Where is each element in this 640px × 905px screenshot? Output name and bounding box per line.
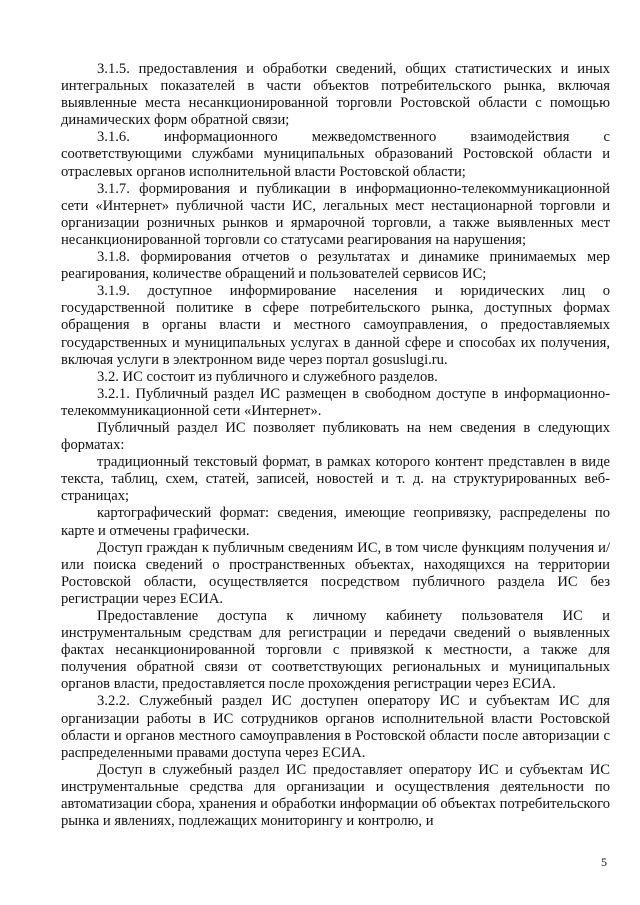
page-number: 5 — [601, 855, 607, 869]
paragraph-3-2-1: 3.2.1. Публичный раздел ИС размещен в свободном доступе в информационно-телекоммуникационной сети «Интернет». — [61, 385, 610, 419]
paragraph-3-2: 3.2. ИС состоит из публичного и служебного разделов. — [97, 368, 438, 385]
paragraph-3-1-5: 3.1.5. предоставления и обработки сведений, общих статистических и иных интегральных показателей в части объектов потребительского рынка, включая выявленные места несанкционированной торговли Ростовской области с помощью динамических форм обратной связи; — [61, 61, 610, 129]
paragraph-service-access: Доступ в служебный раздел ИС предоставляет оператору ИС и субъектам ИС инструментальные средства для организации и осуществления деятельности по автоматизации сбора, хранения и обработки информации об объектах потребительского рынка и явлениях, подлежащих мониторингу и контролю, и — [61, 761, 610, 830]
paragraph-map-format: картографический формат: сведения, имеющие геопривязку, распределены по карте и отмечены графически. — [61, 505, 610, 539]
paragraph-text-format: традиционный текстовый формат, в рамках которого контент представлен в виде текста, таблиц, схем, статей, записей, новостей и т. д. на структурированных веб-страницах; — [61, 454, 610, 505]
paragraph-3-1-9: 3.1.9. доступное информирование населения и юридических лиц о государственной политике в сфере потребительского рынка, доступных формах обращения в органы власти и местного самоуправления, о предоставляемых государственных и муниципальных услугах в данной сфере и способах их получения, включая услуги в электронном виде через портал gosuslugi.ru. — [61, 283, 610, 368]
document-body — [61, 61, 610, 830]
paragraph-3-2-2: 3.2.2. Служебный раздел ИС доступен оператору ИС и субъектам ИС для организации работы в ИС сотрудников органов исполнительной власти Ростовской области и органов местного самоуправления в Ростовской области после авторизации с распределенными правами доступа через ЕСИА. — [61, 693, 610, 761]
paragraph-cabinet-access: Предоставление доступа к личному кабинету пользователя ИС и инструментальным средствам для регистрации и передачи сведений о выявленных фактах несанкционированной торговли с привязкой к местности, а также для получения обратной связи от соответствующих региональных и муниципальных органов власти, предоставляется после прохождения регистрации через ЕСИА. — [61, 608, 610, 693]
paragraph-3-1-6: 3.1.6. информационного межведомственного взаимодействия с соответствующими службами муниципальных образований Ростовской области и отраслевых органов исполнительной власти Ростовской области; — [61, 129, 610, 180]
paragraph-public-formats: Публичный раздел ИС позволяет публиковать на нем сведения в следующих форматах: — [61, 419, 610, 454]
paragraph-3-1-7: 3.1.7. формирования и публикации в информационно-телекоммуникационной сети «Интернет» публичной части ИС, легальных мест нестационарной торговли и организации розничных рынков и ярмарочной торговли, а также выявленных мест несанкционированной торговли со статусами реагирования на нарушения; — [61, 180, 610, 248]
paragraph-public-access: Доступ граждан к публичным сведениям ИС, в том числе функциям получения и/или поиска сведений о пространственных объектах, находящихся на территории Ростовской области, осуществляется посредством публичного раздела ИС без регистрации через ЕСИА. — [61, 539, 610, 607]
paragraph-3-1-8: 3.1.8. формирования отчетов о результатах и динамике принимаемых мер реагирования, количестве обращений и пользователей сервисов ИС; — [61, 249, 610, 283]
